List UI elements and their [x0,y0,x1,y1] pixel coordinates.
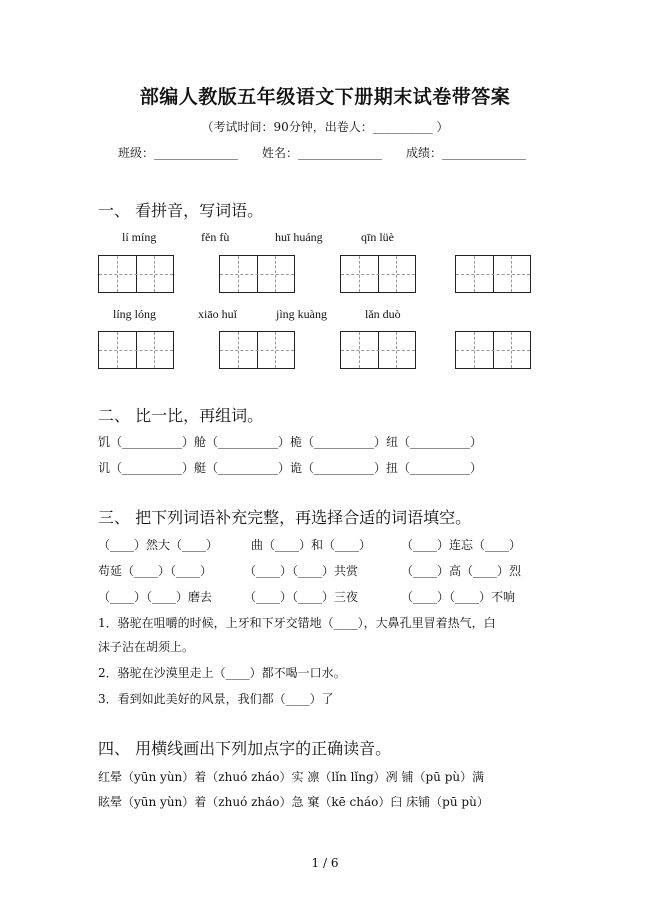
writing-grid[interactable] [340,255,416,293]
idiom-item: （____）连忘（____） [401,538,522,552]
idiom-item: （____）（____）磨去 [98,590,213,604]
pinyin-item: fěn fù [201,230,230,244]
fill-question: 1．骆驼在咀嚼的时候，上牙和下牙交错地（____），大鼻孔里冒着热气，白 [98,616,496,630]
pinyin-item: lǎn duò [365,307,401,321]
section-1-heading: 一、 看拼音，写词语。 [98,201,264,220]
page-number: 1 / 6 [311,856,339,870]
pinyin-item: jìng kuàng [276,307,327,321]
idiom-item: （____）高（____）烈 [401,564,522,578]
fill-question: 沫子沾在胡须上。 [98,640,195,654]
writing-grid[interactable] [219,255,295,293]
pinyin-item: lí míng [122,230,157,244]
page-title: 部编人教版五年级语文下册期末试卷带答案 [139,86,511,108]
idiom-item: （____）（____）三夜 [244,590,359,604]
idiom-item: 曲（____）和（____） [251,538,372,552]
pinyin-item: xiāo huǐ [198,307,237,321]
writing-grid[interactable] [340,331,416,369]
writing-grid[interactable] [455,331,531,369]
pinyin-item: qīn lüè [361,230,394,244]
reading-line: 眩晕（yūn yùn）着（zhuó zháo）急 窠（kē cháo）臼 床铺（pū pù） [98,795,489,809]
fill-question: 2．骆驼在沙漠里走上（____）都不喝一口水。 [98,666,346,680]
section-4-heading: 四、 用横线画出下列加点字的正确读音。 [98,739,392,758]
compare-line: 讥（__________）艇（__________）诡（__________）扭（__________） [98,461,483,475]
section-3-heading: 三、 把下列词语补充完整，再选择合适的词语填空。 [98,508,472,527]
idiom-item: 苟延（____）（____） [98,564,213,578]
pinyin-item: líng lóng [113,307,157,321]
section-2-heading: 二、 比一比，再组词。 [98,406,264,425]
pinyin-item: huī huáng [275,230,323,244]
name-field: 姓名：______________ [262,146,383,160]
idiom-item: （____）（____）不响 [401,590,516,604]
compare-line: 饥（__________）舱（__________）桅（__________）纽（__________） [98,435,483,449]
writing-grid[interactable] [98,255,174,293]
writing-grid[interactable] [98,331,174,369]
writing-grid[interactable] [219,331,295,369]
class-field: 班级：______________ [118,146,239,160]
score-field: 成绩：______________ [406,146,527,160]
fill-question: 3．看到如此美好的风景，我们都（____）了 [98,692,334,706]
idiom-item: （____）（____）共赏 [244,564,359,578]
writing-grid[interactable] [455,255,531,293]
exam-subtitle: （考试时间：90分钟，出卷人：__________ ） [201,120,449,134]
reading-line: 红晕（yūn yùn）着（zhuó zháo）实 凛（lǐn lǐng）冽 铺（pū pù）满 [98,770,485,784]
idiom-item: （____）然大（____） [98,538,219,552]
